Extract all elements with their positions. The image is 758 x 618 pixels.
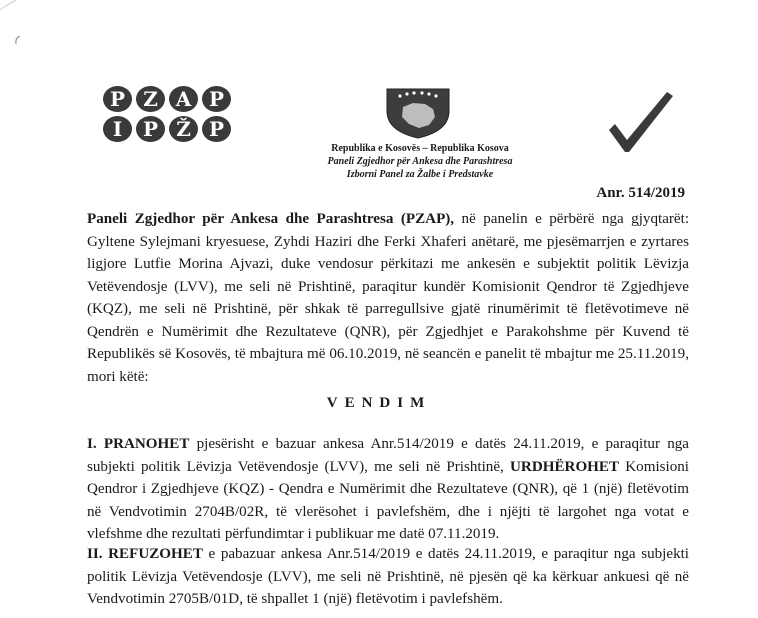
point-2-text: e pabazuar ankesa Anr.514/2019 e datës 24.11.2019, e paraqitur nga subjekti politik Lëvizja Vetëvendosje (LVV), me seli në Prishtinë, në pjesën që ka kërkuar ankuesi që në Vendvotimin 2705B/01D, të shpallet 1 (një) fletëvotim i pavlefshëm. (87, 546, 689, 607)
logo-letter: A (169, 86, 198, 112)
point-1-text-a: pjesërisht e bazuar ankesa Anr.514/2019 e datës 24.11.2019, e paraqitur nga subjekti politik Lëvizja Vetëvendosje (LVV), me seli në Prishtinë, (87, 436, 689, 475)
urdherohet-label: URDHËROHET (510, 458, 620, 475)
scan-corner-mark (0, 0, 18, 14)
scan-speck (14, 35, 22, 45)
logo-letter: P (103, 86, 132, 112)
logo-letter: Ž (169, 116, 198, 142)
logo-row-top (103, 86, 243, 112)
decision-point-2 (87, 543, 689, 611)
checkmark-icon (605, 88, 675, 156)
logo-letter: P (202, 86, 231, 112)
logo-letter: P (202, 116, 231, 142)
point-1-text-b: Komisioni Qendror i Zgjedhjeve (KQZ) - Qendra e Numërimit dhe Rezultateve (QNR), që 1 (një) fletëvotim në Vendvotimin 2704B/02R, të vlerësohet i pavlefshëm, dhe i njëjti të largohet nga votat e vlefshme dhe rezultati përfundimtar i publikuar me datë 07.11.2019. (87, 458, 689, 542)
logo-letter: I (103, 116, 132, 142)
pzap-logo (103, 86, 243, 144)
decision-point-1 (87, 433, 689, 546)
header-panel-albanian: Paneli Zgjedhor për Ankesa dhe Parashtresa (327, 156, 513, 167)
panel-name: Paneli Zgjedhor për Ankesa dhe Parashtresa (PZAP), (87, 211, 455, 227)
header-country: Republika e Kosovës – Republika Kosova (331, 143, 509, 154)
case-number: Anr. 514/2019 (596, 185, 685, 201)
logo-letter: Z (136, 86, 165, 112)
point-2-label: II. REFUZOHET (87, 546, 203, 562)
point-1-label: I. PRANOHET (87, 436, 190, 452)
intro-paragraph (87, 208, 689, 388)
kosovo-emblem-icon (383, 87, 453, 139)
decision-title: VENDIM (326, 395, 432, 411)
logo-row-bottom (103, 116, 243, 142)
intro-text: në panelin e përbërë nga gjyqtarët: Gyltene Sylejmani kryesuese, Zyhdi Haziri dhe Ferki Xhaferi anëtarë, me pjesëmarrjen e zyrtares ligjore Lutfie Morina Ajvazi, duke vendosur përkitazi me ankesën e subjektit politik Lëvizja Vetëvendosje (LVV), me seli në Prishtinë, paraqitur kundër Komisionit Qendror të Zgjedhjeve (KQZ), me seli në Prishtinë, për shkak të parregullsive gjatë rinumërimit të fletëvotimeve në Qendrën e Numërimit dhe Rezultateve (QNR), për Zgjedhjet e Parakohshme për Kuvend të Republikës së Kosovës, të mbajtura më 06.10.2019, në seancën e panelit të mbajtur me 25.11.2019, mori këtë: (87, 211, 690, 385)
institution-header (280, 142, 560, 181)
header-panel-serbian: Izborni Panel za Žalbe i Predstavke (346, 169, 494, 180)
logo-letter: P (136, 116, 165, 142)
